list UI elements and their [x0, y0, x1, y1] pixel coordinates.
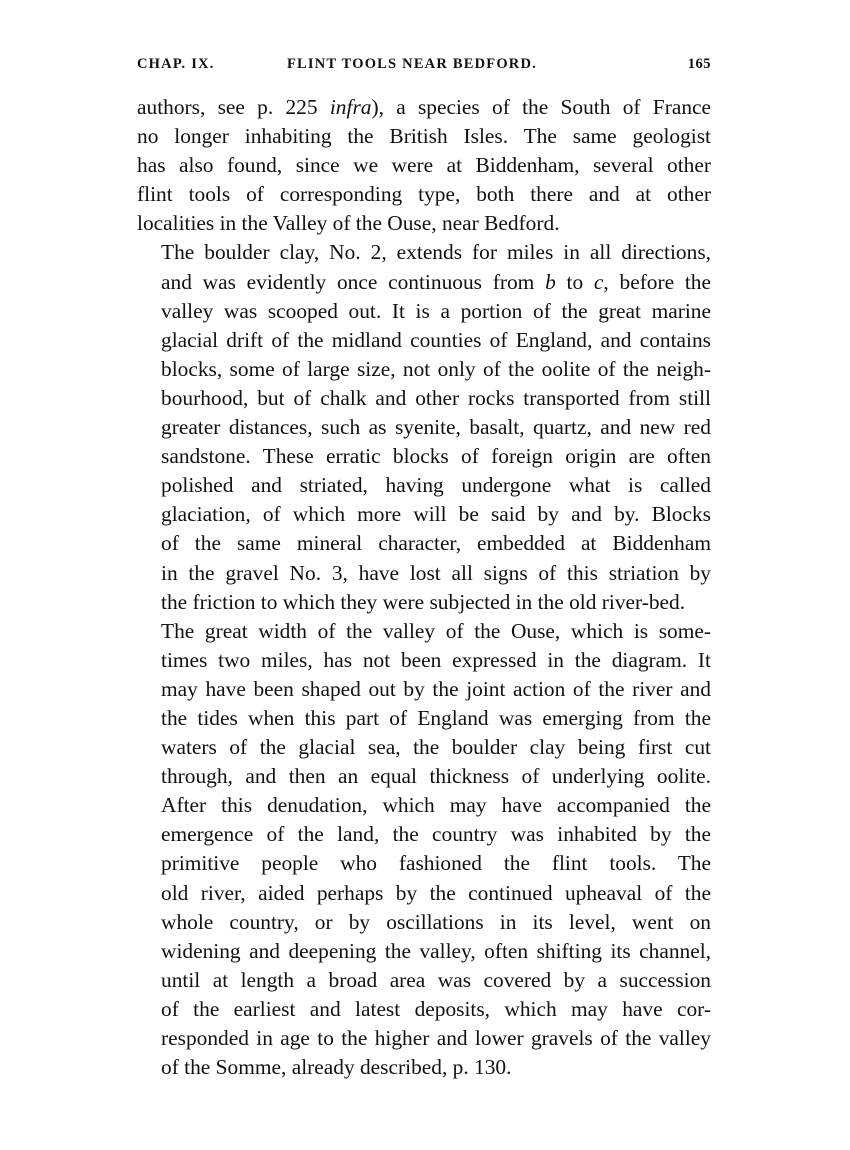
text-segment: primitive people who fashioned the flint tools. The [161, 851, 711, 876]
text-line [137, 209, 711, 238]
text-segment: valley was scooped out. It is a portion of the great marine [161, 298, 711, 323]
text-segment: through, and then an equal thickness of underlying oolite. [161, 764, 711, 789]
text-line [137, 122, 711, 151]
text-segment: The great width of the valley of the Ouse, which is some- [161, 618, 711, 643]
text-segment: emergence of the land, the country was inhabited by the [161, 822, 711, 847]
text-segment: to [555, 269, 594, 294]
book-page [137, 56, 711, 1082]
paragraph-1 [137, 93, 711, 238]
text-segment: ), a species of the South of France [371, 95, 712, 119]
text-line [137, 646, 711, 675]
paragraph-2 [137, 238, 711, 616]
text-segment: greater distances, such as syenite, basalt, quartz, and new red [161, 415, 711, 440]
text-line [137, 442, 711, 471]
text-line [137, 791, 711, 820]
text-segment: old river, aided perhaps by the continued upheaval of the [161, 880, 711, 905]
text-line [137, 297, 711, 326]
text-segment: localities in the Valley of the Ouse, near Bedford. [137, 211, 560, 236]
text-segment: The boulder clay, No. 2, extends for miles in all directions, [161, 240, 711, 265]
text-segment: After this denudation, which may have accompanied the [161, 793, 711, 818]
text-line [137, 937, 711, 966]
text-segment: authors, see p. 225 [137, 95, 330, 119]
text-line [137, 326, 711, 355]
text-segment: times two miles, has not been expressed in the diagram. It [161, 647, 711, 672]
chapter-label: CHAP. IX. [137, 56, 215, 72]
text-segment: the tides when this part of England was emerging from the [161, 705, 711, 730]
text-line [137, 733, 711, 762]
text-line [137, 995, 711, 1024]
text-segment: glacial drift of the midland counties of England, and contains [161, 327, 711, 352]
text-segment: of the earliest and latest deposits, which may have cor- [161, 996, 711, 1021]
text-line [137, 151, 711, 180]
text-segment: glaciation, of which more will be said by and by. Blocks [161, 502, 711, 527]
text-line [137, 617, 711, 646]
text-line [137, 93, 711, 122]
text-segment: whole country, or by oscillations in its level, went on [161, 909, 711, 934]
text-line [137, 413, 711, 442]
text-line [137, 588, 711, 617]
text-segment: widening and deepening the valley, often shifting its channel, [161, 938, 711, 963]
text-segment: flint tools of corresponding type, both there and at other [137, 182, 711, 207]
text-line [137, 180, 711, 209]
text-segment: may have been shaped out by the joint action of the river and [161, 676, 711, 701]
text-line [137, 762, 711, 791]
text-segment: sandstone. These erratic blocks of foreign origin are often [161, 444, 711, 469]
text-line [137, 529, 711, 558]
text-line [137, 238, 711, 267]
text-segment: and was evidently once continuous from [161, 269, 546, 294]
text-segment: polished and striated, having undergone what is called [161, 473, 711, 498]
running-head [137, 56, 711, 78]
text-line [137, 820, 711, 849]
text-segment: waters of the glacial sea, the boulder clay being first cut [161, 735, 711, 760]
text-line [137, 908, 711, 937]
text-segment: until at length a broad area was covered by a succession [161, 967, 711, 992]
paragraph-3 [137, 617, 711, 1083]
text-line [137, 1024, 711, 1053]
running-title: FLINT TOOLS NEAR BEDFORD. [287, 56, 537, 72]
text-segment: responded in age to the higher and lower gravels of the valley [161, 1026, 711, 1050]
italic-text: c [593, 269, 604, 294]
text-line [137, 879, 711, 908]
text-line [137, 966, 711, 995]
text-line [137, 384, 711, 413]
text-line [137, 1053, 711, 1082]
text-segment: blocks, some of large size, not only of the oolite of the neigh- [161, 356, 711, 381]
text-segment: no longer inhabiting the British Isles. The same geologist [137, 124, 711, 149]
page-number: 165 [687, 56, 711, 72]
text-segment: bourhood, but of chalk and other rocks transported from still [161, 385, 711, 410]
italic-text: infra [329, 95, 372, 119]
text-line [137, 559, 711, 588]
text-segment: of the same mineral character, embedded at Biddenham [161, 531, 711, 556]
text-segment: , before the [603, 269, 712, 294]
text-line [137, 500, 711, 529]
text-segment: of the Somme, already described, p. 130. [161, 1055, 512, 1080]
text-line [137, 355, 711, 384]
text-line [137, 268, 711, 297]
text-line [137, 471, 711, 500]
text-line [137, 675, 711, 704]
body-text [137, 93, 711, 1082]
text-segment: in the gravel No. 3, have lost all signs of this striation by [161, 560, 711, 585]
text-line [137, 849, 711, 878]
text-segment: the friction to which they were subjected in the old river-bed. [161, 589, 686, 614]
text-segment: has also found, since we were at Biddenham, several other [137, 153, 711, 178]
italic-text: b [545, 269, 556, 294]
text-line [137, 704, 711, 733]
